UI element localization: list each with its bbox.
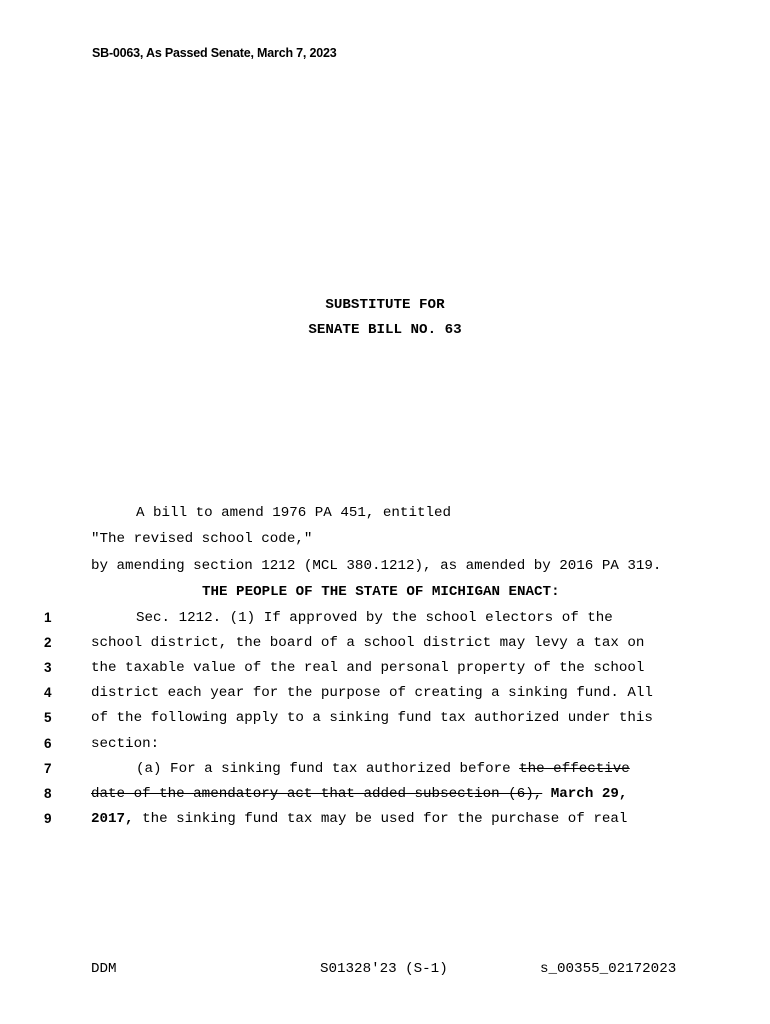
preamble-line-1: A bill to amend 1976 PA 451, entitled [136,505,452,521]
line-number: 9 [44,811,52,826]
body-line-3: the taxable value of the real and personal property of the school [91,660,645,676]
body-line-1: Sec. 1212. (1) If approved by the school electors of the [136,610,613,626]
enacting-clause: THE PEOPLE OF THE STATE OF MICHIGAN ENACT: [202,584,560,600]
footer-drafter-initials: DDM [91,961,117,977]
body-line-8 [91,786,627,802]
body-line-4: district each year for the purpose of creating a sinking fund. All [91,685,653,701]
struck-text: date of the amendatory act that added subsection (6), [91,786,543,802]
line-number: 3 [44,660,52,675]
body-line-9 [91,811,627,827]
body-line-6: section: [91,736,160,752]
line-number: 6 [44,736,52,751]
line-number: 8 [44,786,52,801]
body-line-2: school district, the board of a school district may levy a tax on [91,635,645,651]
body-line-9-text: the sinking fund tax may be used for the purchase of real [133,811,628,827]
title-substitute-for: SUBSTITUTE FOR [325,297,445,313]
line-number: 5 [44,710,52,725]
struck-text: the effective [519,761,630,777]
line-number: 2 [44,635,52,650]
document-header: SB-0063, As Passed Senate, March 7, 2023 [92,46,337,60]
line-number: 4 [44,685,52,700]
preamble-line-3: by amending section 1212 (MCL 380.1212), as amended by 2016 PA 319. [91,558,662,574]
body-line-7 [136,761,630,777]
title-bill-number: SENATE BILL NO. 63 [308,322,462,338]
footer-document-id: s_00355_02172023 [540,961,677,977]
line-number: 1 [44,610,52,625]
body-line-7-text: (a) For a sinking fund tax authorized before [136,761,520,777]
inserted-text: 2017, [91,811,134,827]
preamble-line-2: "The revised school code," [91,531,313,547]
spacer [542,786,551,802]
footer-bill-code: S01328'23 (S-1) [320,961,448,977]
body-line-5: of the following apply to a sinking fund tax authorized under this [91,710,653,726]
line-number: 7 [44,761,52,776]
inserted-text: March 29, [550,786,628,802]
